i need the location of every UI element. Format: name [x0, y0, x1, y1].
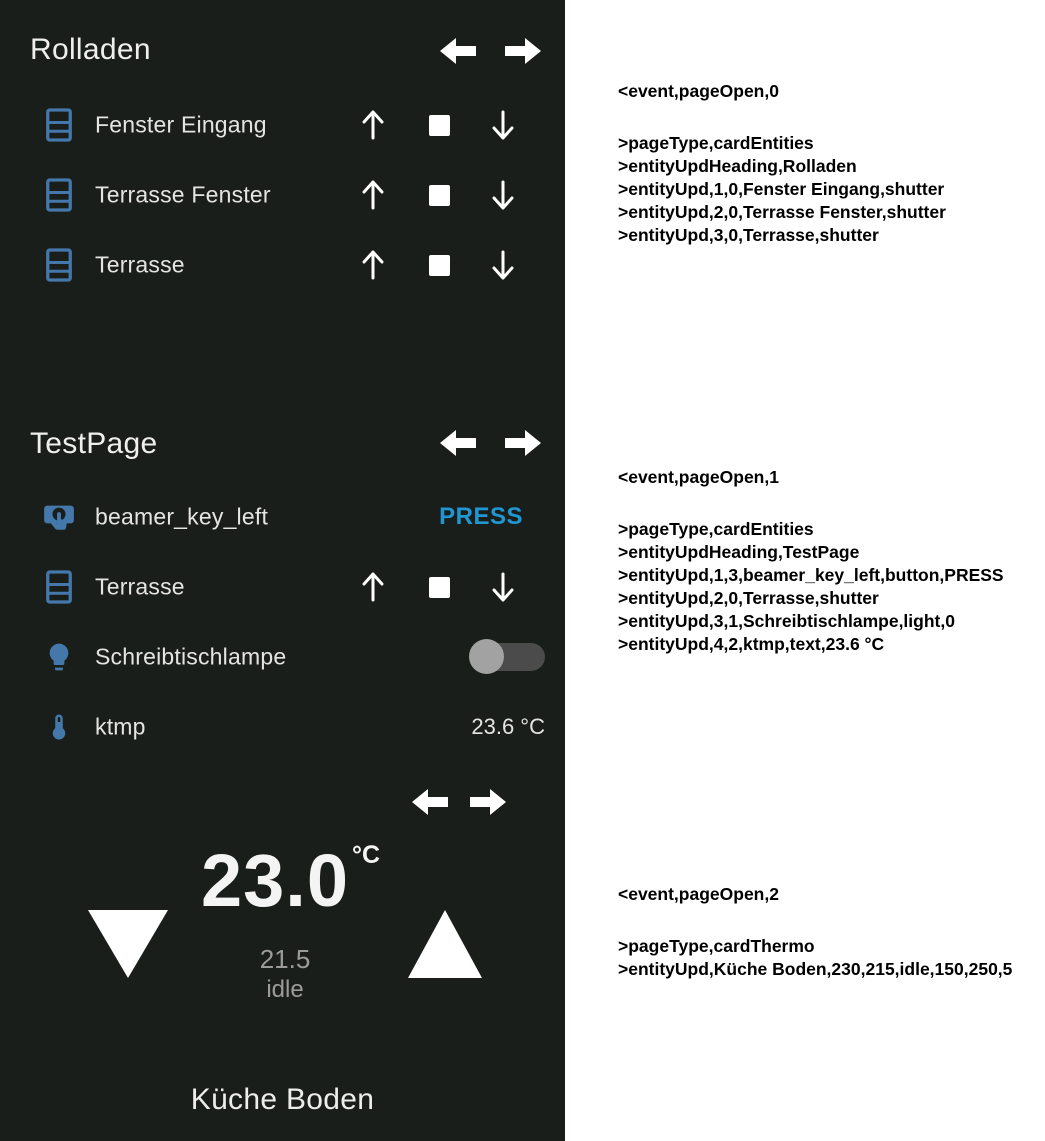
- toggle-knob: [469, 639, 504, 674]
- log-line: >pageType,cardEntities: [618, 133, 814, 153]
- thermo-state: idle: [266, 976, 304, 1003]
- entity-row: [0, 634, 565, 680]
- log-line: >entityUpd,2,0,Terrasse Fenster,shutter: [618, 202, 946, 222]
- thermo-current-temp: 23.0: [200, 839, 350, 922]
- card-title-rolladen: Rolladen: [30, 33, 151, 66]
- prev-page-arrow-icon[interactable]: [440, 430, 476, 456]
- stop-square-icon: [429, 577, 450, 598]
- stop-square-icon: [429, 185, 450, 206]
- window-shutter-icon: [42, 245, 76, 285]
- log-block-page2: [618, 883, 1038, 981]
- log-line: >entityUpd,4,2,ktmp,text,23.6 °C: [618, 634, 885, 654]
- shutter-down-button[interactable]: [488, 176, 518, 214]
- entity-row: [0, 172, 565, 218]
- prev-page-arrow-icon[interactable]: [440, 38, 476, 64]
- shutter-up-button[interactable]: [358, 568, 388, 606]
- entity-label: ktmp: [95, 713, 146, 740]
- shutter-up-button[interactable]: [358, 176, 388, 214]
- prev-page-arrow-icon[interactable]: [412, 787, 448, 813]
- shutter-down-button[interactable]: [488, 568, 518, 606]
- log-block-page1: [618, 466, 1038, 656]
- log-event-line: <event,pageOpen,2: [618, 884, 779, 904]
- window-shutter-icon: [42, 105, 76, 145]
- light-toggle[interactable]: [469, 639, 545, 675]
- log-line: >entityUpd,2,0,Terrasse,shutter: [618, 588, 879, 608]
- log-line: >entityUpdHeading,TestPage: [618, 542, 860, 562]
- window-shutter-icon: [42, 567, 76, 607]
- entity-row: [0, 564, 565, 610]
- entity-label: Terrasse: [95, 251, 185, 278]
- log-line: >pageType,cardThermo: [618, 936, 815, 956]
- shutter-down-button[interactable]: [488, 246, 518, 284]
- entity-row: [0, 494, 565, 540]
- card-title-testpage: TestPage: [30, 427, 158, 460]
- stop-square-icon: [429, 115, 450, 136]
- entity-row: [0, 102, 565, 148]
- next-page-arrow-icon[interactable]: [505, 38, 541, 64]
- temperature-value: 23.6 °C: [471, 714, 545, 739]
- log-line: >entityUpd,3,0,Terrasse,shutter: [618, 225, 879, 245]
- log-line: >pageType,cardEntities: [618, 519, 814, 539]
- gesture-tap-button-icon: [42, 497, 76, 537]
- shutter-stop-button[interactable]: [426, 574, 452, 600]
- next-page-arrow-icon[interactable]: [505, 430, 541, 456]
- log-event-line: <event,pageOpen,0: [618, 81, 779, 101]
- press-button[interactable]: PRESS: [439, 503, 523, 530]
- log-event-line: <event,pageOpen,1: [618, 467, 779, 487]
- shutter-stop-button[interactable]: [426, 182, 452, 208]
- entity-label: Terrasse Fenster: [95, 181, 271, 208]
- log-block-page0: [618, 80, 1038, 247]
- log-line: >entityUpd,1,3,beamer_key_left,button,PRESS: [618, 565, 1004, 585]
- shutter-up-button[interactable]: [358, 106, 388, 144]
- entity-row: [0, 242, 565, 288]
- shutter-down-button[interactable]: [488, 106, 518, 144]
- thermometer-icon: [42, 707, 76, 747]
- log-line: >entityUpd,3,1,Schreibtischlampe,light,0: [618, 611, 955, 631]
- thermo-unit: °C: [352, 841, 381, 869]
- log-line: >entityUpd,Küche Boden,230,215,idle,150,250,5: [618, 959, 1013, 979]
- entity-label: Terrasse: [95, 573, 185, 600]
- entity-row: [0, 704, 565, 750]
- entity-label: Fenster Eingang: [95, 111, 267, 138]
- thermo-setpoint: 21.5: [259, 944, 311, 974]
- shutter-stop-button[interactable]: [426, 252, 452, 278]
- thermo-name: Küche Boden: [190, 1083, 375, 1116]
- entity-label: Schreibtischlampe: [95, 643, 287, 670]
- next-page-arrow-icon[interactable]: [470, 787, 506, 813]
- shutter-stop-button[interactable]: [426, 112, 452, 138]
- lightbulb-icon: [42, 637, 76, 677]
- window-shutter-icon: [42, 175, 76, 215]
- log-line: >entityUpdHeading,Rolladen: [618, 156, 857, 176]
- stop-square-icon: [429, 255, 450, 276]
- log-line: >entityUpd,1,0,Fenster Eingang,shutter: [618, 179, 945, 199]
- shutter-up-button[interactable]: [358, 246, 388, 284]
- entity-label: beamer_key_left: [95, 503, 269, 530]
